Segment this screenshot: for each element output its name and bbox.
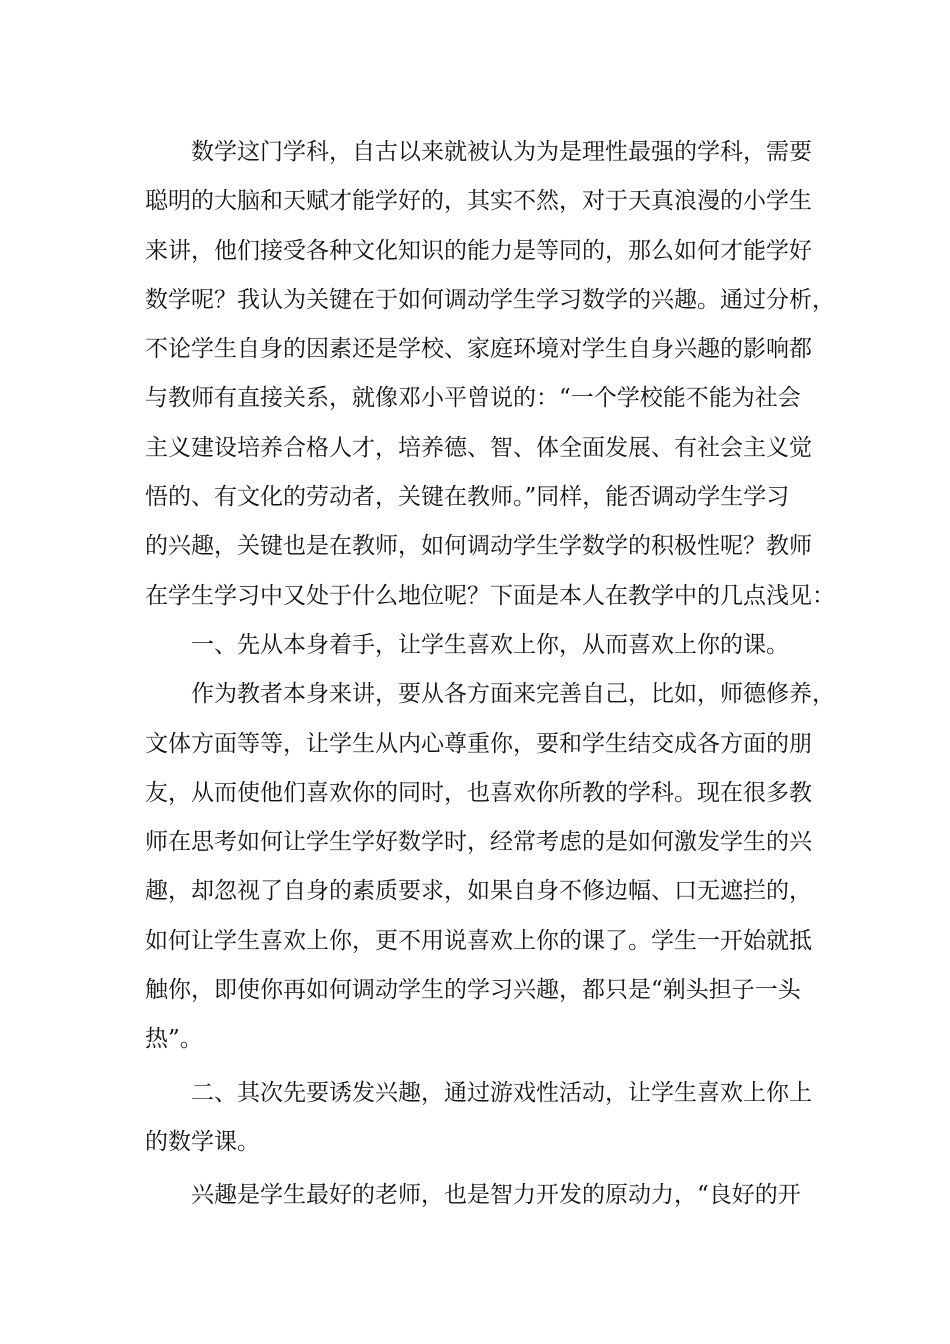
section-heading-continuation: 的数学课。 xyxy=(145,1128,260,1155)
text-line: 主义建设培养合格人才，培养德、智、体全面发展、有社会主义觉 xyxy=(145,434,812,461)
text-line: 友，从而使他们喜欢你的同时，也喜欢你所教的学科。现在很多教 xyxy=(145,779,812,806)
text-line: 兴趣是学生最好的老师，也是智力开发的原动力，“良好的开 xyxy=(191,1182,801,1209)
text-line: 作为教者本身来讲，要从各方面来完善自己，比如，师德修养， xyxy=(191,681,835,708)
text-line: 的兴趣，关键也是在教师，如何调动学生学数学的积极性呢？教师 xyxy=(145,533,812,560)
text-line: 如何让学生喜欢上你，更不用说喜欢上你的课了。学生一开始就抵 xyxy=(145,927,812,954)
text-line: 数学呢？我认为关键在于如何调动学生学习数学的兴趣。通过分析， xyxy=(145,286,835,313)
text-line: 来讲，他们接受各种文化知识的能力是等同的，那么如何才能学好 xyxy=(145,237,812,264)
text-line: 在学生学习中又处于什么地位呢？下面是本人在教学中的几点浅见： xyxy=(145,582,835,609)
text-line: 热”。 xyxy=(145,1026,203,1053)
text-line: 趣，却忽视了自身的素质要求，如果自身不修边幅、口无遮拦的， xyxy=(145,878,812,905)
text-line: 师在思考如何让学生学好数学时，经常考虑的是如何激发学生的兴 xyxy=(145,829,812,856)
text-line: 数学这门学科，自古以来就被认为为是理性最强的学科，需要 xyxy=(191,139,812,165)
section-heading: 二、其次先要诱发兴趣，通过游戏性活动，让学生喜欢上你上 xyxy=(191,1079,812,1106)
text-line: 文体方面等等，让学生从内心尊重你，要和学生结交成各方面的朋 xyxy=(145,730,812,757)
text-line: 与教师有直接关系，就像邓小平曾说的：“一个学校能不能为社会 xyxy=(145,385,801,412)
document-body xyxy=(145,128,835,1221)
text-line: 悟的、有文化的劳动者，关键在教师。”同样，能否调动学生学习 xyxy=(145,484,790,511)
text-line: 不论学生自身的因素还是学校、家庭环境对学生自身兴趣的影响都 xyxy=(145,336,812,363)
text-line: 触你，即使你再如何调动学生的学习兴趣，都只是“剃头担子一头 xyxy=(145,977,801,1004)
text-line: 聪明的大脑和天赋才能学好的，其实不然，对于天真浪漫的小学生 xyxy=(145,188,812,215)
section-heading: 一、先从本身着手，让学生喜欢上你，从而喜欢上你的课。 xyxy=(191,631,789,658)
